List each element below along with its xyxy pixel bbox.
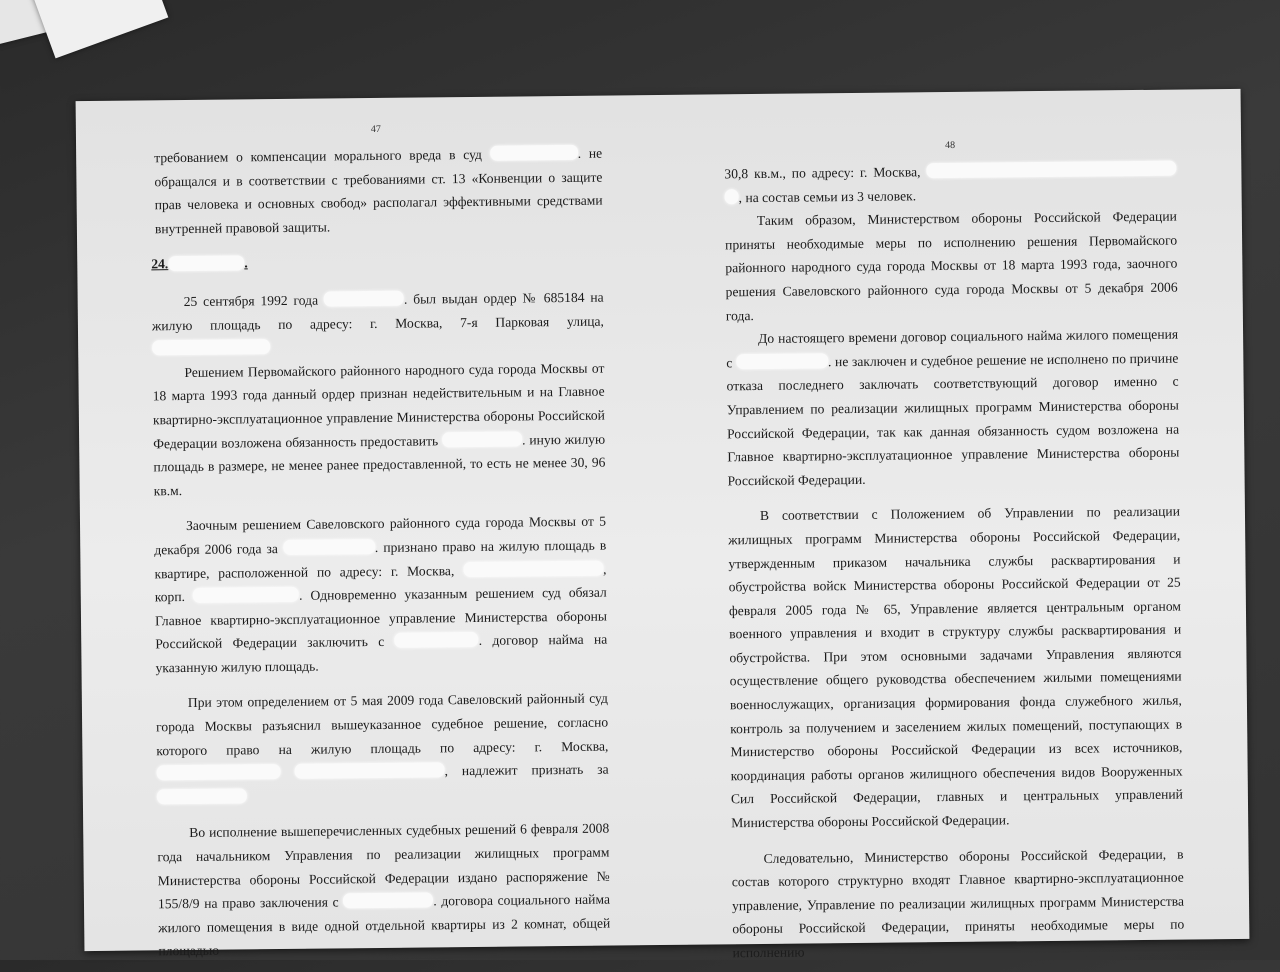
redaction-mark <box>152 339 270 355</box>
document-sheet <box>76 89 1250 961</box>
background-paper <box>32 0 169 58</box>
paragraph: Решением Первомайского районного народного суда города Москвы от 18 марта 1993 года данный ордер признан недействительным и на Главное квартирно-эксплуатационное управление Министерства обороны Российской Федерации возложена обязанность предоставить . иную жилую площадь в размере, не менее ранее предоставленной, то есть не менее 30, 96 кв.м. <box>152 360 606 499</box>
redaction-mark <box>926 161 1176 179</box>
redaction-mark <box>294 763 444 780</box>
page-number: 47 <box>370 123 381 136</box>
redaction-mark <box>324 291 404 307</box>
left-page <box>150 123 611 964</box>
paragraph: 30,8 кв.м., по адресу: г. Москва, , на состав семьи из 3 человек. <box>724 158 1176 210</box>
redaction-mark <box>157 788 247 804</box>
redaction-mark <box>168 256 244 272</box>
redaction-mark <box>725 189 739 204</box>
paragraph: До настоящего времени договор социального найма жилого помещения с . не заключен и судебное решение не исполнено по причине отказа последнего заключать соответствующий договор именно с Управлением по реализации жилищных программ Министерства обороны Российской Федерации, так как данная обязанность судом возложена на Главное квартирно-эксплуатационное управление Министерства обороны Российской Федерации. <box>726 326 1180 489</box>
paragraph: Таким образом, Министерством обороны Российской Федерации приняты необходимые меры по исполнению решения Первомайского районного народного суда города Москвы от 18 марта 1993 года, заочного решения Савеловского районного суда города Москвы от 5 декабря 2006 года. <box>725 208 1178 323</box>
paragraph: Во исполнение вышеперечисленных судебных решений 6 февраля 2008 года начальником Управления по реализации жилищных программ Министерства обороны Российской Федерации издано распоряжение № 155/8/9 на право заключения с . договора социального найма жилого помещения в виде одной отдельной квартиры из 2 комнат, общей площадью <box>157 821 611 959</box>
right-page <box>724 139 1185 965</box>
redaction-mark <box>442 431 522 447</box>
paragraph: В соответствии с Положением об Управлении по реализации жилищных программ Министерства обороны Российской Федерации, утвержденным приказом начальника службы расквартирования и обустройства войск Министерства обороны Российской Федерации от 25 февраля 2005 года № 65, Управление является центральным органом военного управления и входит в структуру службы расквартирования и обустройства. При этом основными задачами Управления являются осуществление общего руководства обеспечением жилыми помещениями военнослужащих, организация формирования фонда служебного жилья, контроль за получением и заселением жилых помещений, поступающих в Министерство обороны Российской Федерации из всех источников, координация работы органов жилищного обеспечения видов Вооруженных Сил Российской Федерации, главных и центральных управлений Министерства обороны Российской Федерации. <box>728 503 1183 831</box>
redaction-mark <box>490 145 578 161</box>
redaction-mark <box>463 560 603 576</box>
redaction-mark <box>193 587 299 603</box>
redaction-mark <box>395 632 479 648</box>
section-heading: 24. . <box>151 255 248 272</box>
redaction-mark <box>736 353 828 369</box>
page-number: 48 <box>945 139 956 152</box>
paragraph: Следовательно, Министерство обороны Российской Федерации, в состав которого структурно входят Главное квартирно-эксплуатационное управление, Управление по реализации жилищных программ Министерства обороны Российской Федерации, приняты необходимые меры по исполнению <box>731 846 1185 961</box>
redaction-mark <box>343 893 433 909</box>
paragraph: требованием о компенсации морального вреда в суд . не обращался и в соответствии с требованиями ст. 13 «Конвенции о защите прав человека и основных свобод» располагал эффективными средствами внутренней правовой защиты. <box>154 145 603 237</box>
paragraph: 25 сентября 1992 года . был выдан ордер № 685184 на жилую площадь по адресу: г. Москва, 7-я Парковая улица, <box>152 286 605 362</box>
paragraph: Заочным решением Савеловского районного суда города Москвы от 5 декабря 2006 года за . признано право на жилую площадь в квартире, расположенной по адресу: г. Москва, , корп. . Одновременно указанным решением суд обязал Главное квартирно-эксплуатационное управление Министерства обороны Российской Федерации заключить с . договор найма на указанную жилую площадь. <box>154 513 608 676</box>
redaction-mark <box>283 539 375 555</box>
redaction-mark <box>157 764 281 780</box>
paragraph: При этом определением от 5 мая 2009 года Савеловский районный суд города Москвы разъяснил вышеуказанное судебное решение, согласно которого право на жилую площадь по адресу: г. Москва, , надлежит признать за <box>156 687 609 810</box>
